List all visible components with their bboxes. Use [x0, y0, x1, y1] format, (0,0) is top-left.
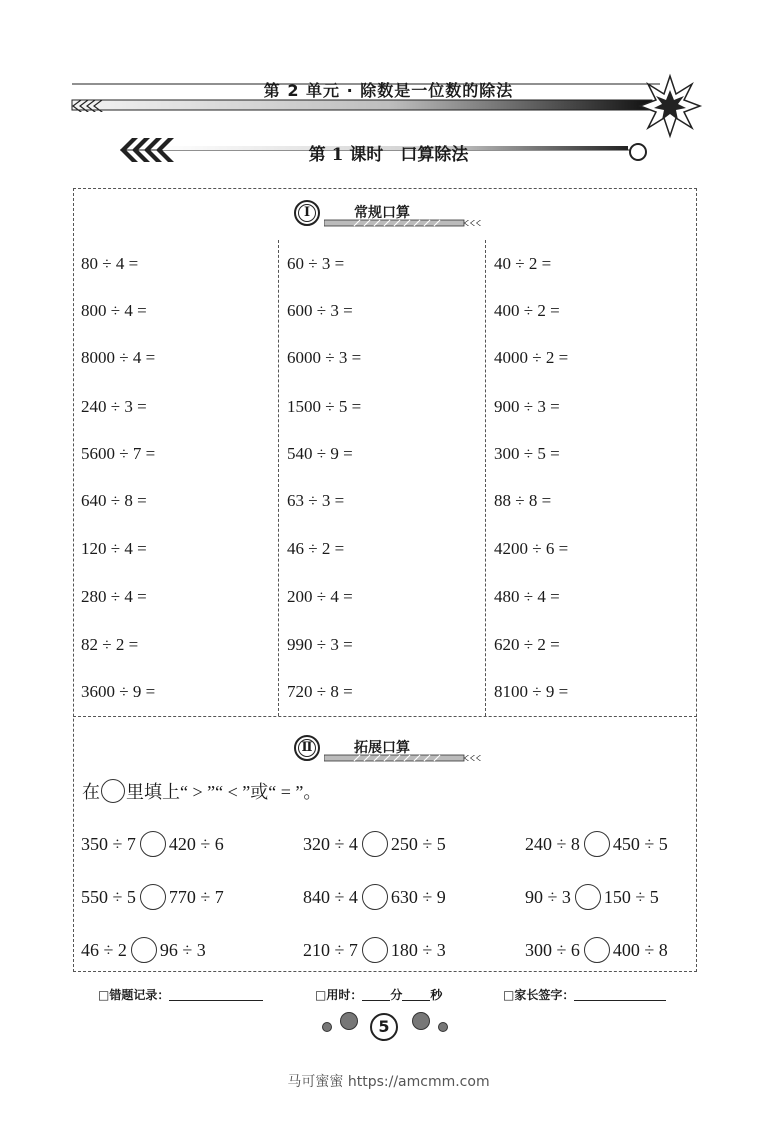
- equation: 640 ÷ 8 =: [81, 491, 147, 510]
- lesson-title: 第 1 课时 口算除法: [308, 145, 469, 165]
- answer-circle-icon: [101, 779, 125, 803]
- time-used: [315, 986, 442, 1003]
- comparison-right: 420 ÷ 6: [168, 833, 224, 854]
- comparison-item: [525, 831, 668, 857]
- comparison-item: [303, 831, 446, 857]
- comparison-item: [81, 831, 224, 857]
- comparison-left: 46 ÷ 2: [81, 939, 127, 960]
- section1-header: [294, 200, 494, 230]
- answer-circle[interactable]: [140, 884, 166, 910]
- answer-circle[interactable]: [362, 884, 388, 910]
- instruction-text-pre: 在: [82, 782, 100, 802]
- comparison-left: 840 ÷ 4: [303, 886, 358, 907]
- equation: 900 ÷ 3 =: [494, 397, 560, 416]
- decor-dot-icon: [340, 1012, 358, 1030]
- column-divider-1: [278, 240, 279, 716]
- comparison-left: 300 ÷ 6: [525, 939, 580, 960]
- parent-sign: [503, 986, 666, 1003]
- section1-title: 常规口算: [354, 205, 410, 221]
- error-record: [98, 986, 263, 1003]
- section2-title: 拓展口算: [354, 740, 410, 756]
- equation: 6000 ÷ 3 =: [287, 348, 362, 367]
- comparison-left: 350 ÷ 7: [81, 833, 136, 854]
- instruction-text-post: 里填上“ > ”“ < ”或“ = ”。: [126, 782, 322, 802]
- equation: 720 ÷ 8 =: [287, 682, 353, 701]
- decor-dot-icon: [438, 1022, 448, 1032]
- comparison-item: [303, 884, 446, 910]
- comparison-item: [525, 937, 668, 963]
- section2-header: [294, 735, 494, 765]
- comparison-left: 320 ÷ 4: [303, 833, 358, 854]
- equation: 240 ÷ 3 =: [81, 397, 147, 416]
- equation: 63 ÷ 3 =: [287, 491, 345, 510]
- equation: 82 ÷ 2 =: [81, 635, 139, 654]
- equation: 60 ÷ 3 =: [287, 254, 345, 273]
- equation: 600 ÷ 3 =: [287, 301, 353, 320]
- answer-circle[interactable]: [140, 831, 166, 857]
- comparison-item: [525, 884, 659, 910]
- time-used-label: □用时：: [315, 988, 363, 1002]
- watermark: 马可蜜蜜 https://amcmm.com: [287, 1074, 490, 1090]
- answer-circle[interactable]: [362, 831, 388, 857]
- decor-dot-icon: [412, 1012, 430, 1030]
- parent-sign-label: □家长签字：: [503, 988, 575, 1002]
- answer-circle[interactable]: [362, 937, 388, 963]
- equation: 120 ÷ 4 =: [81, 539, 147, 558]
- comparison-item: [303, 937, 446, 963]
- comparison-left: 210 ÷ 7: [303, 939, 358, 960]
- comparison-right: 250 ÷ 5: [390, 833, 446, 854]
- unit-title: 第 2 单元 · 除数是一位数的除法: [263, 81, 514, 100]
- comparison-item: [81, 937, 206, 963]
- comparison-right: 96 ÷ 3: [159, 939, 206, 960]
- equation: 40 ÷ 2 =: [494, 254, 552, 273]
- equation: 8100 ÷ 9 =: [494, 682, 569, 701]
- equation: 4000 ÷ 2 =: [494, 348, 569, 367]
- equation: 990 ÷ 3 =: [287, 635, 353, 654]
- comparison-right: 150 ÷ 5: [603, 886, 659, 907]
- column-divider-2: [485, 240, 486, 716]
- equation: 80 ÷ 4 =: [81, 254, 139, 273]
- equation: 620 ÷ 2 =: [494, 635, 560, 654]
- comparison-left: 550 ÷ 5: [81, 886, 136, 907]
- comparison-right: 180 ÷ 3: [390, 939, 446, 960]
- seconds-blank[interactable]: [402, 988, 430, 1001]
- answer-circle[interactable]: [584, 831, 610, 857]
- answer-circle[interactable]: [584, 937, 610, 963]
- error-record-blank[interactable]: [169, 988, 263, 1001]
- equation: 88 ÷ 8 =: [494, 491, 552, 510]
- equation: 8000 ÷ 4 =: [81, 348, 156, 367]
- minutes-label: 分: [390, 988, 403, 1002]
- equation: 46 ÷ 2 =: [287, 539, 345, 558]
- error-record-label: □错题记录：: [98, 988, 170, 1002]
- equation: 800 ÷ 4 =: [81, 301, 147, 320]
- equation: 5600 ÷ 7 =: [81, 444, 156, 463]
- minutes-blank[interactable]: [362, 988, 390, 1001]
- answer-circle[interactable]: [575, 884, 601, 910]
- section1-numeral: Ⅰ: [294, 200, 320, 226]
- equation: 4200 ÷ 6 =: [494, 539, 569, 558]
- seconds-label: 秒: [430, 988, 443, 1002]
- equation: 300 ÷ 5 =: [494, 444, 560, 463]
- comparison-right: 770 ÷ 7: [168, 886, 224, 907]
- equation: 280 ÷ 4 =: [81, 587, 147, 606]
- answer-circle[interactable]: [131, 937, 157, 963]
- comparison-item: [81, 884, 224, 910]
- comparison-right: 400 ÷ 8: [612, 939, 668, 960]
- comparison-right: 450 ÷ 5: [612, 833, 668, 854]
- section2-instruction: [82, 778, 321, 804]
- section2-numeral: Ⅱ: [294, 735, 320, 761]
- parent-sign-blank[interactable]: [574, 988, 666, 1001]
- decor-dot-icon: [322, 1022, 332, 1032]
- comparison-left: 90 ÷ 3: [525, 886, 571, 907]
- equation: 3600 ÷ 9 =: [81, 682, 156, 701]
- equation: 1500 ÷ 5 =: [287, 397, 362, 416]
- equation: 200 ÷ 4 =: [287, 587, 353, 606]
- page-number: 5: [370, 1013, 398, 1041]
- section-divider: [73, 716, 697, 717]
- equation: 480 ÷ 4 =: [494, 587, 560, 606]
- equation: 540 ÷ 9 =: [287, 444, 353, 463]
- comparison-right: 630 ÷ 9: [390, 886, 446, 907]
- equation: 400 ÷ 2 =: [494, 301, 560, 320]
- comparison-left: 240 ÷ 8: [525, 833, 580, 854]
